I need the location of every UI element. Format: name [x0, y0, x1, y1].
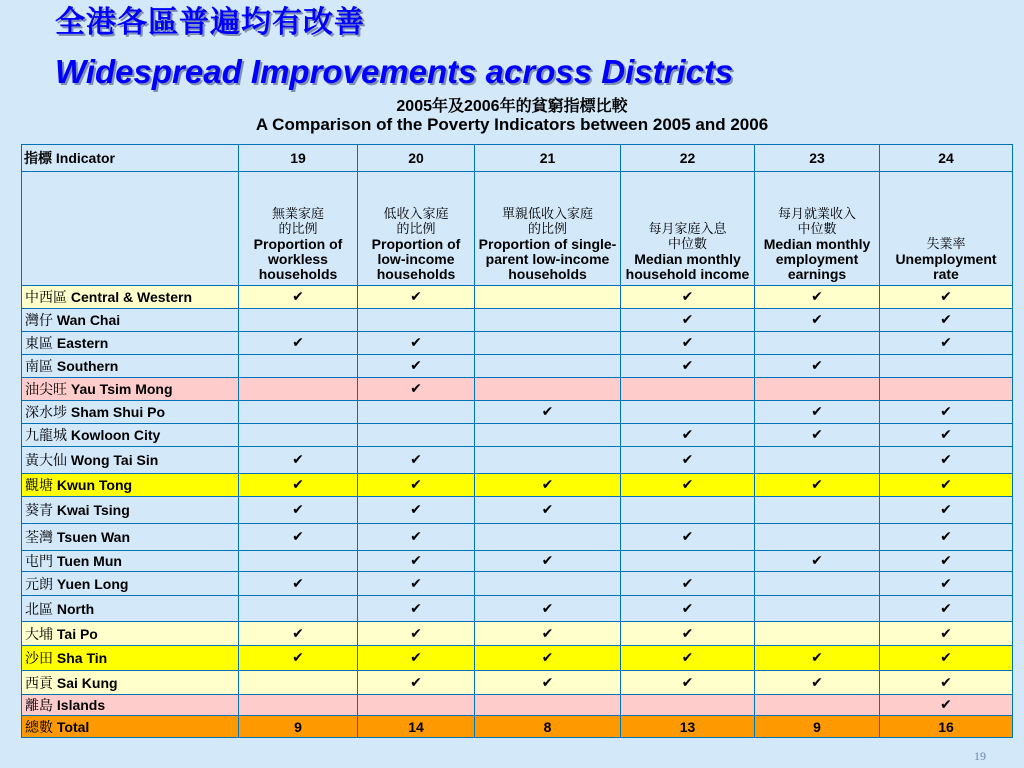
district-name — [22, 497, 239, 524]
empty-cell — [358, 424, 475, 447]
check-mark-icon: ✔ — [880, 646, 1013, 671]
district-row — [22, 551, 1013, 572]
check-mark-icon: ✔ — [755, 646, 880, 671]
district-name-en: Islands — [56, 697, 106, 713]
check-mark-icon: ✔ — [621, 424, 755, 447]
empty-cell — [239, 695, 358, 716]
indicator-number-24: 24 — [880, 145, 1013, 172]
check-mark-icon: ✔ — [880, 401, 1013, 424]
district-name-en: Sha Tin — [56, 650, 108, 666]
empty-cell — [755, 497, 880, 524]
check-mark-icon: ✔ — [880, 497, 1013, 524]
indicator-description-zh: 無業家庭 的比例 — [271, 207, 324, 237]
indicator-number-23: 23 — [755, 145, 880, 172]
check-mark-icon: ✔ — [239, 332, 358, 355]
district-name-zh: 葵青 — [25, 503, 53, 519]
empty-cell — [621, 378, 755, 401]
poverty-indicator-table — [21, 144, 1013, 738]
district-row — [22, 447, 1013, 474]
empty-cell — [621, 695, 755, 716]
district-row — [22, 355, 1013, 378]
district-row — [22, 646, 1013, 671]
district-name-en: Tuen Mun — [56, 553, 122, 569]
district-name — [22, 447, 239, 474]
district-name — [22, 622, 239, 646]
check-mark-icon: ✔ — [880, 671, 1013, 695]
indicator-number-20: 20 — [358, 145, 475, 172]
empty-cell — [621, 497, 755, 524]
district-row — [22, 401, 1013, 424]
empty-cell — [358, 695, 475, 716]
empty-cell — [239, 309, 358, 332]
empty-cell — [239, 355, 358, 378]
check-mark-icon: ✔ — [475, 596, 621, 622]
check-mark-icon: ✔ — [880, 551, 1013, 572]
total-value: 8 — [475, 716, 621, 738]
check-mark-icon: ✔ — [880, 524, 1013, 551]
district-name-en: Southern — [56, 358, 119, 374]
district-name — [22, 378, 239, 401]
empty-cell — [755, 524, 880, 551]
district-row — [22, 424, 1013, 447]
district-row — [22, 497, 1013, 524]
check-mark-icon: ✔ — [755, 671, 880, 695]
indicator-description-en: Median monthly household income — [625, 251, 750, 282]
district-name-en: Kwun Tong — [56, 477, 133, 493]
empty-cell — [755, 332, 880, 355]
check-mark-icon: ✔ — [621, 332, 755, 355]
district-name-en: Yuen Long — [56, 575, 129, 592]
check-mark-icon: ✔ — [239, 622, 358, 646]
district-name-zh: 北區 — [25, 601, 53, 618]
indicator-description-en: Proportion of single-parent low-income households — [478, 236, 617, 282]
district-name — [22, 474, 239, 497]
district-name-en: Tsuen Wan — [56, 529, 131, 545]
check-mark-icon: ✔ — [358, 378, 475, 401]
empty-cell — [239, 551, 358, 572]
district-name — [22, 286, 239, 309]
total-label-zh: 總數 — [25, 719, 53, 736]
empty-cell — [621, 401, 755, 424]
subtitle-english: A Comparison of the Poverty Indicators between 2005 and 2006 — [255, 115, 769, 134]
check-mark-icon: ✔ — [239, 474, 358, 497]
district-name-en: Sham Shui Po — [70, 404, 166, 420]
district-row — [22, 332, 1013, 355]
empty-cell — [755, 572, 880, 596]
empty-cell — [755, 596, 880, 622]
district-name-zh: 油尖旺 — [25, 382, 67, 398]
check-mark-icon: ✔ — [475, 671, 621, 695]
empty-cell — [755, 622, 880, 646]
check-mark-icon: ✔ — [358, 474, 475, 497]
check-mark-icon: ✔ — [621, 596, 755, 622]
district-name — [22, 355, 239, 378]
district-row — [22, 378, 1013, 401]
empty-cell — [475, 424, 621, 447]
indicator-description-en: Unemployment rate — [895, 251, 997, 282]
check-mark-icon: ✔ — [621, 524, 755, 551]
empty-cell — [239, 378, 358, 401]
page-title-chinese: 全港各區普遍均有改善 — [55, 5, 365, 40]
district-name — [22, 332, 239, 355]
check-mark-icon: ✔ — [880, 622, 1013, 646]
district-name — [22, 524, 239, 551]
check-mark-icon: ✔ — [358, 646, 475, 671]
check-mark-icon: ✔ — [880, 286, 1013, 309]
district-name-en: Eastern — [56, 335, 109, 351]
district-name-zh: 深水埗 — [25, 405, 67, 421]
district-row — [22, 286, 1013, 309]
check-mark-icon: ✔ — [358, 286, 475, 309]
district-row — [22, 622, 1013, 646]
district-name-zh: 荃灣 — [25, 530, 53, 546]
header-description-row — [22, 172, 1013, 286]
district-name-zh: 灣仔 — [25, 313, 53, 329]
check-mark-icon: ✔ — [880, 424, 1013, 447]
total-value: 9 — [239, 716, 358, 738]
indicator-header-blank — [22, 172, 239, 286]
indicator-description-19 — [239, 172, 358, 286]
indicator-description-en: Proportion of low-income households — [371, 236, 461, 282]
district-name — [22, 671, 239, 695]
check-mark-icon: ✔ — [755, 551, 880, 572]
district-name-zh: 黃大仙 — [25, 453, 67, 469]
empty-cell — [755, 447, 880, 474]
district-name — [22, 309, 239, 332]
district-name-zh: 沙田 — [25, 651, 53, 667]
empty-cell — [239, 671, 358, 695]
check-mark-icon: ✔ — [621, 474, 755, 497]
district-name-zh: 九龍城 — [25, 428, 67, 444]
check-mark-icon: ✔ — [621, 286, 755, 309]
check-mark-icon: ✔ — [239, 646, 358, 671]
district-name — [22, 424, 239, 447]
district-name-en: Wong Tai Sin — [70, 452, 159, 468]
total-row — [22, 716, 1013, 738]
district-row — [22, 695, 1013, 716]
check-mark-icon: ✔ — [880, 695, 1013, 716]
empty-cell — [358, 309, 475, 332]
district-name-en: Kwai Tsing — [56, 502, 130, 518]
district-name-zh: 元朗 — [25, 576, 53, 593]
district-name-zh: 屯門 — [25, 554, 53, 570]
district-row — [22, 474, 1013, 497]
indicator-description-23 — [755, 172, 880, 286]
check-mark-icon: ✔ — [358, 524, 475, 551]
check-mark-icon: ✔ — [475, 622, 621, 646]
empty-cell — [475, 286, 621, 309]
check-mark-icon: ✔ — [358, 332, 475, 355]
check-mark-icon: ✔ — [358, 447, 475, 474]
district-name — [22, 401, 239, 424]
check-mark-icon: ✔ — [880, 572, 1013, 596]
check-mark-icon: ✔ — [880, 309, 1013, 332]
check-mark-icon: ✔ — [621, 622, 755, 646]
check-mark-icon: ✔ — [239, 497, 358, 524]
total-label-en: Total — [56, 718, 90, 735]
check-mark-icon: ✔ — [621, 572, 755, 596]
district-name-en: North — [56, 600, 95, 617]
district-row — [22, 671, 1013, 695]
total-value: 13 — [621, 716, 755, 738]
empty-cell — [475, 572, 621, 596]
district-row — [22, 309, 1013, 332]
district-name — [22, 695, 239, 716]
check-mark-icon: ✔ — [239, 572, 358, 596]
district-name-zh: 離島 — [25, 698, 53, 714]
check-mark-icon: ✔ — [358, 572, 475, 596]
district-name — [22, 646, 239, 671]
check-mark-icon: ✔ — [621, 309, 755, 332]
indicator-description-en: Median monthly employment earnings — [763, 236, 871, 282]
district-name-en: Tai Po — [56, 625, 98, 642]
district-row — [22, 524, 1013, 551]
indicator-description-22 — [621, 172, 755, 286]
district-name — [22, 572, 239, 596]
check-mark-icon: ✔ — [358, 596, 475, 622]
empty-cell — [475, 309, 621, 332]
indicator-description-20 — [358, 172, 475, 286]
header-number-row — [22, 145, 1013, 172]
indicator-description-24 — [880, 172, 1013, 286]
check-mark-icon: ✔ — [621, 355, 755, 378]
check-mark-icon: ✔ — [239, 524, 358, 551]
total-value: 9 — [755, 716, 880, 738]
district-name-en: Yau Tsim Mong — [70, 381, 173, 397]
district-name-zh: 西貢 — [25, 675, 53, 692]
page-number: 19 — [974, 749, 986, 763]
district-name — [22, 551, 239, 572]
district-name-zh: 南區 — [25, 359, 53, 375]
empty-cell — [475, 332, 621, 355]
check-mark-icon: ✔ — [755, 309, 880, 332]
empty-cell — [475, 378, 621, 401]
check-mark-icon: ✔ — [239, 447, 358, 474]
indicator-description-zh: 低收入家庭 的比例 — [383, 207, 449, 237]
check-mark-icon: ✔ — [755, 286, 880, 309]
district-name — [22, 596, 239, 622]
district-name-en: Sai Kung — [56, 674, 118, 691]
indicator-description-en: Proportion of workless households — [253, 236, 343, 282]
indicator-description-21 — [475, 172, 621, 286]
indicator-number-21: 21 — [475, 145, 621, 172]
total-label — [22, 716, 239, 738]
district-name-en: Kowloon City — [70, 427, 161, 443]
empty-cell — [880, 378, 1013, 401]
empty-cell — [755, 695, 880, 716]
indicator-number-22: 22 — [621, 145, 755, 172]
total-value: 16 — [880, 716, 1013, 738]
empty-cell — [239, 424, 358, 447]
empty-cell — [475, 524, 621, 551]
district-row — [22, 572, 1013, 596]
empty-cell — [475, 447, 621, 474]
district-name-zh: 中西區 — [25, 290, 67, 306]
check-mark-icon: ✔ — [621, 671, 755, 695]
check-mark-icon: ✔ — [880, 447, 1013, 474]
check-mark-icon: ✔ — [358, 622, 475, 646]
empty-cell — [475, 355, 621, 378]
page-title-english: Widespread Improvements across Districts — [55, 53, 734, 90]
indicator-header: 指標 Indicator — [22, 145, 239, 172]
district-name-en: Wan Chai — [56, 312, 121, 328]
district-name-en: Central & Western — [70, 289, 192, 305]
check-mark-icon: ✔ — [239, 286, 358, 309]
indicator-description-zh: 失業率 — [926, 237, 966, 252]
check-mark-icon: ✔ — [475, 497, 621, 524]
check-mark-icon: ✔ — [475, 401, 621, 424]
district-row — [22, 596, 1013, 622]
empty-cell — [239, 401, 358, 424]
check-mark-icon: ✔ — [755, 401, 880, 424]
check-mark-icon: ✔ — [880, 332, 1013, 355]
check-mark-icon: ✔ — [880, 596, 1013, 622]
indicator-description-zh: 單親低收入家庭 的比例 — [501, 207, 593, 237]
empty-cell — [880, 355, 1013, 378]
check-mark-icon: ✔ — [621, 646, 755, 671]
check-mark-icon: ✔ — [358, 355, 475, 378]
empty-cell — [358, 401, 475, 424]
empty-cell — [755, 378, 880, 401]
check-mark-icon: ✔ — [358, 671, 475, 695]
check-mark-icon: ✔ — [475, 474, 621, 497]
indicator-number-19: 19 — [239, 145, 358, 172]
empty-cell — [621, 551, 755, 572]
check-mark-icon: ✔ — [880, 474, 1013, 497]
check-mark-icon: ✔ — [358, 551, 475, 572]
check-mark-icon: ✔ — [358, 497, 475, 524]
district-name-zh: 觀塘 — [25, 478, 53, 494]
indicator-description-zh: 每月家庭入息 中位數 — [648, 222, 727, 252]
check-mark-icon: ✔ — [755, 424, 880, 447]
total-value: 14 — [358, 716, 475, 738]
empty-cell — [239, 596, 358, 622]
check-mark-icon: ✔ — [755, 355, 880, 378]
district-name-zh: 大埔 — [25, 626, 53, 643]
subtitle-chinese: 2005年及2006年的貧窮指標比較 — [396, 98, 628, 115]
check-mark-icon: ✔ — [755, 474, 880, 497]
indicator-description-zh: 每月就業收入 中位數 — [777, 207, 856, 237]
check-mark-icon: ✔ — [475, 551, 621, 572]
check-mark-icon: ✔ — [621, 447, 755, 474]
check-mark-icon: ✔ — [475, 646, 621, 671]
district-name-zh: 東區 — [25, 336, 53, 352]
empty-cell — [475, 695, 621, 716]
